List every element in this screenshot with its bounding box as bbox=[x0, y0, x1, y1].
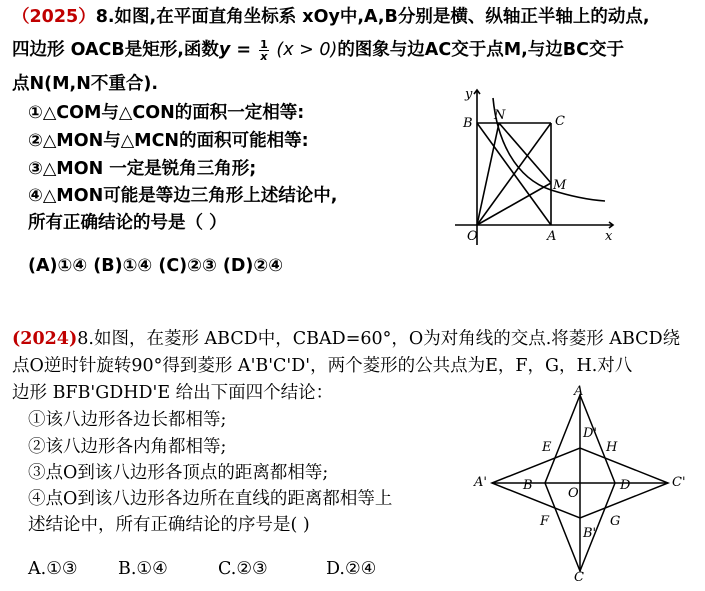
fraction-1-over-x: $\frac{1}{x}$ bbox=[260, 37, 268, 63]
label-o: O bbox=[467, 229, 478, 244]
label-o: O bbox=[568, 486, 579, 501]
label-d: D bbox=[620, 478, 631, 493]
q1-line-2: 四边形 OACB是矩形,函数y = $\frac{1}{x}$ (x > 0)的图象与边AC交于点M,与边BC交于 bbox=[12, 37, 624, 63]
label-a: A bbox=[574, 385, 584, 399]
label-a-prime: A' bbox=[474, 475, 487, 490]
label-f: F bbox=[540, 514, 550, 529]
label-b: B bbox=[523, 478, 533, 493]
q2-line-3: 边形 BFB'GDHD'E 给出下面四个结论： bbox=[12, 383, 334, 403]
label-b: B bbox=[463, 116, 473, 131]
q2-line-1: (2024)8.如图，在菱形 ABCD中，CBAD=60°，O为对角线的交点.将菱形 ABCD绕 bbox=[12, 329, 681, 349]
q2-option-d: D.②④ bbox=[326, 559, 377, 579]
q2-year: (2024) bbox=[12, 329, 78, 349]
q1-statement-3: ③△MON 一定是锐角三角形; bbox=[28, 159, 257, 179]
label-m: M bbox=[553, 178, 567, 193]
q2-statement-1: ①该八边形各边长都相等; bbox=[28, 410, 227, 430]
q1-statement-2: ②△MON与△MCN的面积可能相等: bbox=[28, 131, 309, 151]
label-a: A bbox=[547, 229, 557, 244]
q2-line-2: 点O逆时针旋转90°得到菱形 A'B'C'D'，两个菱形的公共点为E，F，G，H.对八 bbox=[12, 356, 633, 376]
q1-line-3: 点N(M,N不重合). bbox=[12, 74, 158, 94]
label-g: G bbox=[610, 514, 621, 529]
q1-statement-4: ④△MON可能是等边三角形上述结论中, bbox=[28, 186, 338, 206]
rectangle-hyperbola-figure bbox=[445, 80, 620, 250]
label-d-prime: D' bbox=[583, 426, 597, 441]
q2-option-b: B.①④ bbox=[118, 559, 168, 579]
q2-statement-2: ②该八边形各内角都相等; bbox=[28, 437, 227, 457]
label-b-prime: B' bbox=[583, 526, 597, 541]
q1-question: 所有正确结论的号是（ ） bbox=[28, 213, 227, 233]
q1-line-1: （2025）8.如图,在平面直角坐标系 xOy中,A,B分别是横、纵轴正半轴上的动点, bbox=[12, 7, 650, 27]
label-x: x bbox=[605, 229, 613, 244]
hyperbola-curve bbox=[493, 98, 605, 201]
q1-year: （2025） bbox=[12, 7, 96, 27]
label-c: C bbox=[574, 570, 584, 585]
q2-option-a: A.①③ bbox=[28, 559, 78, 579]
q2-statement-3: ③点O到该八边形各顶点的距离都相等; bbox=[28, 463, 329, 483]
rhombus-rotation-figure bbox=[470, 385, 695, 585]
q1-options: (A)①④ (B)①④ (C)②③ (D)②④ bbox=[28, 256, 284, 276]
label-y: y bbox=[465, 87, 473, 102]
label-c-prime: C' bbox=[672, 475, 686, 490]
q2-statement-4: ④点O到该八边形各边所在直线的距离都相等上 bbox=[28, 489, 393, 509]
label-h: H bbox=[606, 440, 618, 455]
q2-option-c: C.②③ bbox=[218, 559, 268, 579]
label-n: N bbox=[494, 108, 506, 123]
label-e: E bbox=[542, 440, 552, 455]
q1-statement-1: ①△COM与△CON的面积一定相等: bbox=[28, 103, 305, 123]
q2-question: 述结论中，所有正确结论的序号是( ) bbox=[28, 515, 310, 535]
label-c: C bbox=[555, 114, 565, 129]
